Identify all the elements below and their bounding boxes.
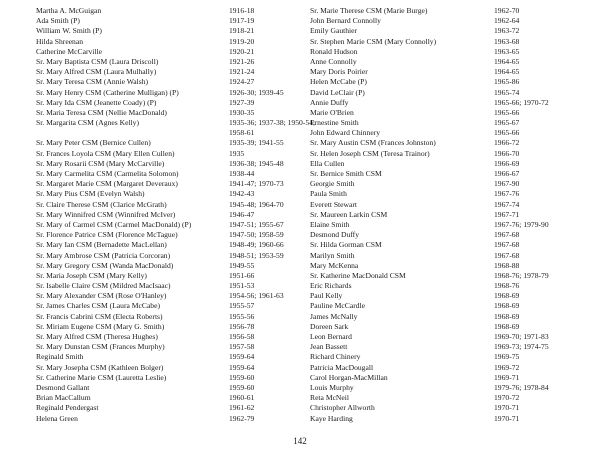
list-item [36,352,298,362]
list-item [310,281,580,291]
list-item [36,393,298,403]
entry-years: 1941-47; 1970-73 [229,179,284,189]
list-item [310,189,580,199]
list-item [310,118,580,128]
list-item [36,403,298,413]
list-item [310,352,580,362]
entry-years: 1949-55 [229,260,255,270]
entry-name: Annie Duffy [310,97,349,107]
entry-name: Brian MacCallum [36,393,91,403]
entry-name: Marie O'Brien [310,107,354,117]
entry-years: 1930-35 [229,107,255,117]
list-item [36,118,316,128]
entry-name: Hilda Shreenan [36,36,84,46]
list-item [310,67,580,77]
list-item [36,138,298,148]
list-item [310,179,580,189]
entry-name: Sr. Maureen Larkin CSM [310,209,388,219]
entry-name: Carol Horgan-MacMillan [310,372,388,382]
entry-name: Sr. Mary Peter CSM (Bernice Cullen) [36,138,151,148]
list-item [310,230,580,240]
entry-years: 1927-39 [229,97,255,107]
entry-years: 1964-65 [494,56,520,66]
list-item [36,240,298,250]
entry-years: 1957-58 [229,342,255,352]
entry-years: 1951-53 [229,281,255,291]
list-item [36,322,298,332]
entry-years: 1918-21 [229,26,255,36]
list-item [36,67,298,77]
entry-name: Sr. Mary Teresa CSM (Annie Walsh) [36,77,149,87]
entry-years: 1963-65 [494,46,520,56]
entry-years: 1966-70 [494,148,520,158]
list-item [36,301,298,311]
list-item [310,47,580,57]
entry-years: 1967-71 [494,209,520,219]
entry-name: Marilyn Smith [310,250,355,260]
list-item [310,26,580,36]
entry-name: Christopher Allworth [310,403,375,413]
entry-name: Desmond Gallant [36,382,90,392]
list-item [36,261,298,271]
entry-name: Sr. Mary Ian CSM (Bernadette MacLellan) [36,240,167,250]
entry-name: Elaine Smith [310,219,350,229]
list-item [36,189,298,199]
entry-name: Desmond Duffy [310,230,360,240]
entry-years: 1966-72 [494,138,520,148]
entry-name: Reginald Pendergast [36,403,99,413]
entry-name: Leon Bernard [310,332,352,341]
entry-years: 1935-36; 1937-38; 1950-54; [229,118,316,128]
entry-years: 1919-20 [229,36,255,46]
entry-years: 1926-30; 1939-45 [229,87,284,97]
entry-name: Louis Murphy [310,382,354,392]
entry-name: Sr. Stephen Marie CSM (Mary Connolly) [310,36,437,46]
entry-years: 1968-88 [494,260,520,270]
entry-name: Sr. Mary Austin CSM (Frances Johnston) [310,138,436,148]
entry-years: 1965-67 [494,118,520,128]
entry-years: 1921-26 [229,56,255,66]
entry-name: Kaye Harding [310,413,353,423]
entry-years: 1958-61 [229,128,255,138]
entry-years: 1959-60 [229,372,255,382]
entry-name: Sr. Helen Joseph CSM (Teresa Trainor) [310,148,430,158]
entry-name: Sr. Maria Teresa CSM (Nellie MacDonald) [36,107,167,117]
entry-years: 1963-72 [494,26,520,36]
entry-years: 1968-76; 1978-79 [494,270,549,280]
entry-name: Sr. Mary Josepha CSM (Kathleen Bolger) [36,362,164,372]
entry-name: Richard Chinery [310,352,361,362]
entry-years: 1967-68 [494,250,520,260]
entry-name: Sr. Mary Winnifred CSM (Winnifred McIver) [36,209,176,219]
entry-name: Sr. Maria Joseph CSM (Mary Kelly) [36,270,147,280]
entry-years: 1948-49; 1960-66 [229,240,284,250]
entry-name: Sr. Mary Baptista CSM (Laura Driscoll) [36,56,159,66]
entry-name: Sr. Mary Dunstan CSM (Frances Murphy) [36,342,165,352]
entry-name: Sr. Mary Ambrose CSM (Patricia Corcoran) [36,250,171,260]
list-item [36,200,298,210]
list-item [36,169,298,179]
entry-name: William W. Smith (P) [36,26,102,36]
entry-years: 1979-76; 1978-84 [494,382,549,392]
entry-name: Sr. Catherine Marie CSM (Lauretta Leslie) [36,372,167,382]
entry-years: 1969-72 [494,362,520,372]
entry-years: 1935-39; 1941-55 [229,138,284,148]
list-item [36,332,298,342]
entry-name: Sr. Mary Gregory CSM (Wanda MacDonald) [36,260,174,270]
list-item [36,179,298,189]
entry-years: 1968-69 [494,311,520,321]
entry-name: Mary Doris Poirier [310,67,368,77]
entry-years: 1938-44 [229,169,255,178]
list-item [310,240,580,250]
entry-name: Sr. Isabelle Claire CSM (Mildred MacIsaac) [36,281,171,291]
entry-years: 1951-66 [229,270,255,280]
list-item [310,403,580,413]
entry-years: 1968-69 [494,291,520,301]
list-item [310,108,580,118]
entry-name: James McNally [310,311,358,321]
entry-years: 1969-73; 1974-75 [494,342,549,352]
entry-name: Sr. Francis Cabrini CSM (Electa Roberts) [36,311,163,321]
entry-years: 1962-64 [494,16,520,26]
entry-years: 1965-66 [494,107,520,117]
entry-years: 1969-71 [494,372,520,382]
list-item [36,88,298,98]
entry-years: 1968-69 [494,321,520,331]
list-item [310,88,580,98]
list-item [310,169,580,179]
list-item [310,332,580,342]
entry-years: 1964-65 [494,67,520,77]
entry-years: 1947-50; 1958-59 [229,230,284,240]
entry-years: 1962-70 [494,6,520,15]
entry-years: 1966-69 [494,158,520,168]
entry-years: 1966-67 [494,169,520,178]
entry-years: 1917-19 [229,16,255,26]
entry-name: Helena Green [36,413,78,423]
entry-name: Ella Cullen [310,158,345,168]
entry-years: 1961-62 [229,403,255,413]
entry-name: Ronald Hudson [310,46,358,56]
entry-name: Eric Richards [310,281,352,291]
entry-name: Georgie Smith [310,179,355,189]
list-item [36,159,298,169]
list-item [310,6,580,16]
entry-years: 1967-90 [494,179,520,189]
list-item [36,220,298,230]
entry-years: 1967-68 [494,240,520,250]
list-item [36,16,298,26]
entry-years: 1969-75 [494,352,520,362]
entry-name: Anne Connolly [310,56,357,66]
list-item [36,271,298,281]
entry-name: Jean Bassett [310,342,348,352]
list-item [310,271,580,281]
entry-name: Helen McCabe (P) [310,77,367,87]
entry-name: Sr. Mary Carmelita CSM (Carmelita Solomon) [36,169,179,178]
entry-name: Sr. Mary of Carmel CSM (Carmel MacDonald) (P) [36,219,192,229]
entry-name: Sr. Mary Ida CSM (Jeanette Coady) (P) [36,97,157,107]
entry-name: Paul Kelly [310,291,343,301]
entry-years: 1924-27 [229,77,255,87]
list-item [310,312,580,322]
entry-years: 1967-76 [494,189,520,199]
entry-name: Patricia MacDougall [310,362,374,372]
list-item [310,210,580,220]
entry-years: 1965-66 [494,128,520,138]
entry-name: Sr. Mary Alfred CSM (Laura Mulhally) [36,67,157,77]
entry-name: Sr. Hilda Gorman CSM [310,240,382,250]
list-item [310,128,580,138]
list-item [310,57,580,67]
entry-years: 1970-72 [494,393,520,403]
entry-years: 1968-76 [494,281,520,291]
entry-years: 1935 [229,148,245,158]
list-item [310,77,580,87]
entry-name: Paula Smith [310,189,347,199]
list-item [36,108,298,118]
list-item [310,251,580,261]
entry-years: 1963-68 [494,36,520,46]
entry-name: Reta McNeil [310,393,350,403]
entry-name: Sr. Mary Pius CSM (Evelyn Walsh) [36,189,145,199]
list-item [36,230,298,240]
entry-name: Pauline McCardle [310,301,366,311]
list-item [310,301,580,311]
list-item [310,373,580,383]
entry-name: Sr. Mary Rosarii CSM (Mary McCarville) [36,158,165,168]
list-item [310,291,580,301]
entry-years: 1970-71 [494,403,520,413]
entry-years: 1955-57 [229,301,255,311]
entry-years: 1920-21 [229,46,255,56]
entry-years: 1967-68 [494,230,520,240]
list-item [310,363,580,373]
entry-years: 1921-24 [229,67,255,77]
entry-name: Martha A. McGuigan [36,6,102,15]
entry-years: 1945-48; 1964-70 [229,199,284,209]
entry-name: Sr. Mary Alfred CSM (Theresa Hughes) [36,332,158,341]
list-item [310,383,580,393]
page-number: 142 [293,436,307,446]
list-item [36,291,298,301]
entry-years: 1959-64 [229,352,255,362]
entry-years: 1965-74 [494,87,520,97]
list-item [310,220,580,230]
list-item [36,281,298,291]
entry-years: 1956-58 [229,332,255,341]
list-item [310,159,580,169]
list-item [310,16,580,26]
entry-years: 1967-74 [494,199,520,209]
list-item [310,138,580,148]
list-item [310,393,580,403]
list-item [310,414,580,424]
list-item [310,261,580,271]
entry-name: Sr. Marie Therese CSM (Marie Burge) [310,6,428,15]
entry-years: 1916-18 [229,6,255,15]
entry-name: Sr. Katherine MacDonald CSM [310,270,406,280]
entry-years: 1968-69 [494,301,520,311]
entry-name: Reginald Smith [36,352,84,362]
list-item [36,57,298,67]
list-item [310,342,580,352]
list-item [36,6,298,16]
list-item [36,363,298,373]
list-item [36,210,298,220]
entry-name: Sr. Bernice Smith CSM [310,169,382,178]
list-item [310,98,580,108]
entry-years: 1954-56; 1961-63 [229,291,284,301]
entry-years: 1962-79 [229,413,255,423]
entry-years: 1959-60 [229,382,255,392]
entry-name: Sr. Miriam Eugene CSM (Mary G. Smith) [36,321,165,331]
list-item [36,312,298,322]
entry-years: 1965-66; 1970-72 [494,97,549,107]
list-item [36,373,298,383]
list-item [36,26,298,36]
list-item [36,383,298,393]
entry-years: 1959-64 [229,362,255,372]
entry-years: 1967-76; 1979-90 [494,219,549,229]
entry-years: 1942-43 [229,189,255,199]
entry-years: 1969-70; 1971-83 [494,332,549,341]
list-item [36,414,298,424]
entry-name: Sr. Claire Therese CSM (Clarice McGrath) [36,199,167,209]
entry-years: 1970-71 [494,413,520,423]
entry-name: Sr. James Charles CSM (Laura McCabe) [36,301,161,311]
entry-name: David LeClair (P) [310,87,365,97]
list-item [36,128,298,138]
entry-years: 1946-47 [229,209,255,219]
entry-years: 1947-51; 1955-67 [229,219,284,229]
right-column-list [310,6,580,424]
list-item [310,200,580,210]
entry-name: Sr. Mary Alexander CSM (Rose O'Hanley) [36,291,167,301]
entry-name: Sr. Margarita CSM (Agnes Kelly) [36,118,139,128]
entry-years: 1956-78 [229,321,255,331]
left-column-list [36,6,316,424]
list-item [36,149,298,159]
entry-name: Doreen Sark [310,321,349,331]
entry-name: Sr. Florence Patrice CSM (Florence McTague) [36,230,178,240]
entry-name: Ernestine Smith [310,118,359,128]
list-item [36,98,298,108]
entry-name: Sr. Margaret Marie CSM (Margaret Deveraux) [36,179,178,189]
entry-name: Catherine McCarville [36,46,103,56]
list-item [36,251,298,261]
entry-name: Emily Gauthier [310,26,358,36]
entry-years: 1960-61 [229,393,255,403]
entry-years: 1965-86 [494,77,520,87]
entry-years: 1955-56 [229,311,255,321]
entry-name: Ada Smith (P) [36,16,80,26]
entry-name: John Edward Chinnery [310,128,381,138]
list-item [36,342,298,352]
list-item [310,149,580,159]
entry-name: John Bernard Connolly [310,16,381,26]
list-item [36,47,298,57]
list-item [36,77,298,87]
list-item [310,322,580,332]
entry-years: 1948-51; 1953-59 [229,250,284,260]
entry-name: Sr. Mary Henry CSM (Catherine Mulligan) (P) [36,87,179,97]
list-item [310,37,580,47]
entry-name: Sr. Frances Loyola CSM (Mary Ellen Cullen) [36,148,175,158]
list-item [36,37,298,47]
entry-name: Mary McKenna [310,260,359,270]
entry-name: Everett Stewart [310,199,358,209]
entry-years: 1936-38; 1945-48 [229,158,284,168]
